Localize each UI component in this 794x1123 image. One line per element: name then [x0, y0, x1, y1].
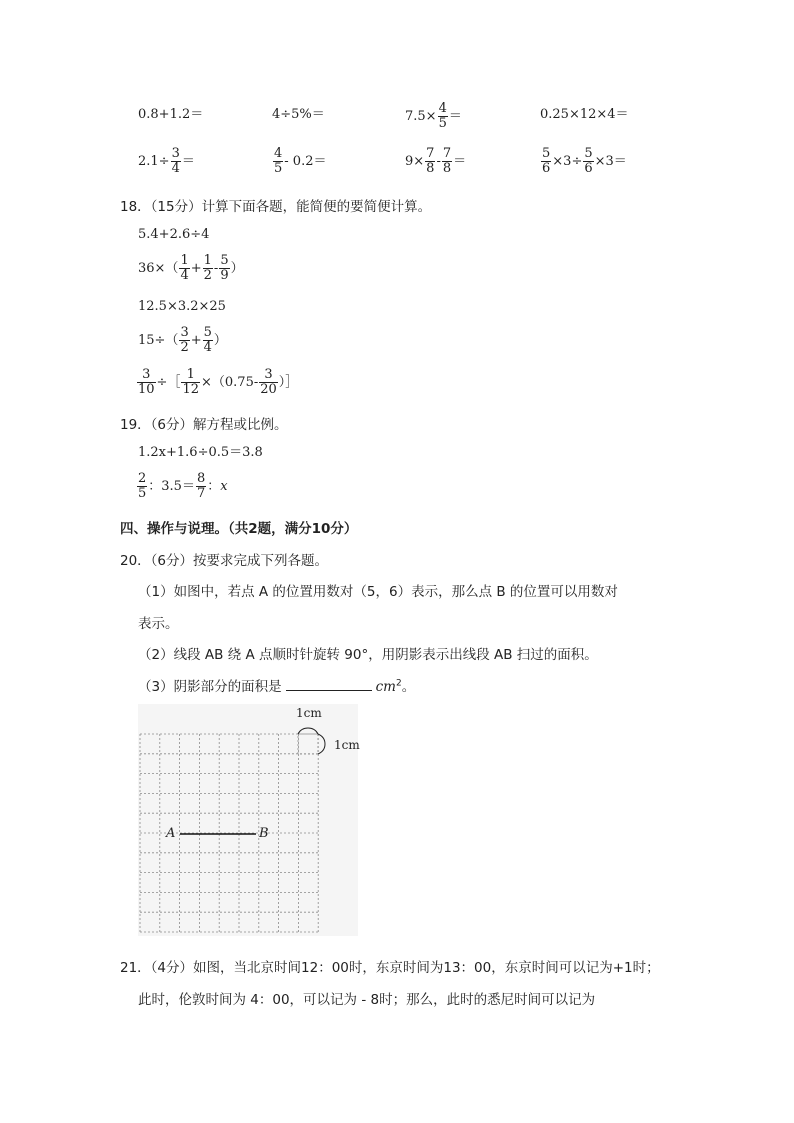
- answer-blank[interactable]: [286, 678, 372, 691]
- oral-r1-c: 7.5× $\frac{4}{5}$ ＝: [405, 101, 462, 131]
- q18-expr-5: $\frac{3}{10}$ ÷［ $\frac{1}{12}$ ×（0.75- $\frac{3}{20}$ ）］: [138, 367, 299, 397]
- q21-line2: 此时，伦敦时间为 4：00，可以记为 - 8时；那么，此时的悉尼时间可以记为: [138, 992, 596, 1008]
- q18-title: 18．（15分）计算下面各题，能简便的要简便计算。: [120, 199, 432, 215]
- grid-svg: [138, 704, 358, 936]
- q20-part2: （2）线段 AB 绕 A 点顺时针旋转 90°，用阴影表示出线段 AB 扫过的面积。: [138, 647, 598, 663]
- q19-expr-1: 1.2x+1.6÷0.5＝3.8: [138, 445, 263, 460]
- q19-expr-2: $\frac{2}{5}$ ：3.5＝ $\frac{8}{7}$ ： x: [138, 471, 228, 501]
- point-a-label: A: [166, 826, 176, 841]
- q18-expr-4: 15÷（ $\frac{3}{2}$ + $\frac{5}{4}$ ）: [138, 325, 227, 355]
- q20-part3: （3）阴影部分的面积是 $cm^2$。: [138, 678, 416, 695]
- oral-r2-c: 9× $\frac{7}{8}$ - $\frac{7}{8}$ ＝: [405, 146, 467, 176]
- point-b-label: B: [259, 826, 269, 841]
- q20-part1-line1: （1）如图中，若点 A 的位置用数对（5，6）表示，那么点 B 的位置可以用数对: [138, 584, 618, 600]
- oral-r2-a: 2.1÷ $\frac{3}{4}$ ＝: [138, 146, 195, 176]
- q20-title: 20．（6分）按要求完成下列各题。: [120, 553, 329, 569]
- section-4-heading: 四、操作与说理。（共2题，满分10分）: [120, 521, 358, 537]
- oral-r1-b: 4÷5%＝: [272, 107, 325, 122]
- unit-label-top: 1cm: [296, 706, 322, 720]
- q20-part1-line2: 表示。: [138, 616, 179, 632]
- grid-figure: [138, 704, 358, 936]
- oral-r1-a: 0.8+1.2＝: [138, 107, 204, 122]
- oral-r2-b: $\frac{4}{5}$ - 0.2＝: [274, 146, 327, 176]
- oral-r2-d: $\frac{5}{6}$ ×3÷ $\frac{5}{6}$ ×3＝: [542, 146, 627, 176]
- q19-title: 19．（6分）解方程或比例。: [120, 417, 288, 433]
- q21-line1: 21．（4分）如图，当北京时间12：00时，东京时间为13：00，东京时间可以记为+1时；: [120, 960, 660, 976]
- q18-expr-3: 12.5×3.2×25: [138, 299, 226, 314]
- unit-label-right: 1cm: [334, 738, 360, 752]
- oral-r1-d: 0.25×12×4＝: [540, 107, 629, 122]
- q18-expr-2: 36×（ $\frac{1}{4}$ + $\frac{1}{2}$ - $\frac{5}{9}$ ）: [138, 253, 244, 283]
- q18-expr-1: 5.4+2.6÷4: [138, 227, 210, 242]
